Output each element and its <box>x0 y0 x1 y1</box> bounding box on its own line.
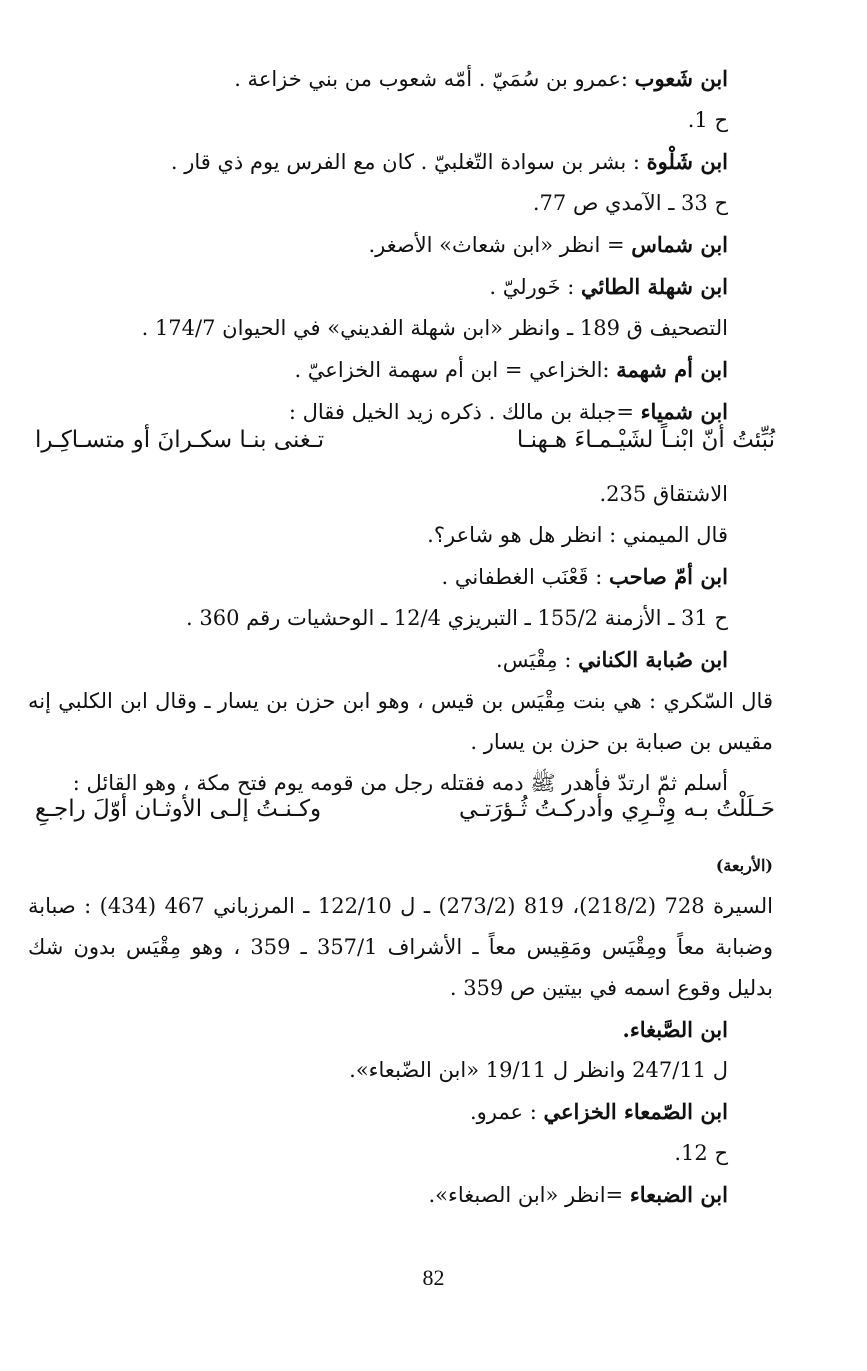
entry-text: : بشر بن سوادة التّغلبيّ . كان مع الفرس يوم ذي قار . <box>170 150 640 174</box>
entry-ibn-shalwa <box>28 141 728 183</box>
entry-ibn-subaba <box>28 639 728 681</box>
entry-reference: ح 12. <box>674 1141 728 1165</box>
entry-heading: ابن شمياء <box>640 399 728 424</box>
entry-ibn-shaub <box>28 58 728 100</box>
entry-text: : عمرو. <box>469 1100 537 1124</box>
entry-ibn-umm-shahma <box>28 349 728 391</box>
page-number: 82 <box>422 1265 445 1290</box>
entry-heading: ابن شماس <box>631 232 728 257</box>
entry-reference: التصحيف ق 189 ـ وانظر «ابن شهلة الفديني» في الحيوان 174/7 . <box>141 316 728 340</box>
entry-text: =انظر «ابن الصبغاء». <box>428 1183 624 1207</box>
poem-hemistich-1: نُبِّئتُ أنّ ابْنـاً لشَيْـمـاءَ هـهنـا <box>516 427 775 453</box>
entry-reference: ح 1. <box>687 108 728 132</box>
entry-text: : مِقْيَس. <box>496 648 572 672</box>
entry-heading: ابن الضبعاء <box>629 1182 728 1207</box>
entry-text: = انظر «ابن شعاث» الأصغر. <box>368 233 625 257</box>
entry-ibn-umm-sahib <box>28 556 728 598</box>
entry-text: : قَعْنَب الغطفاني . <box>441 565 603 589</box>
entry-heading: ابن صُبابة الكناني <box>578 647 728 672</box>
entry-ibn-shammas <box>28 224 728 266</box>
entry-text: :الخزاعي = ابن أم سهمة الخزاعيّ . <box>294 358 610 382</box>
entry-paragraph: قال السّكري : هي بنت مِقْيَس بن قيس ، وهو ابن حزن بن يسار ـ وقال ابن الكلبي إنه مقيس بن صبابة بن حزن بن يسار . <box>28 689 773 754</box>
entry-ibn-sabgha: ابن الصَّبغاء. <box>622 1017 728 1042</box>
entry-text: :عمرو بن سُمَيّ . أمّه شعوب من بني خزاعة . <box>234 67 628 91</box>
entry-reference: ح 31 ـ الأزمنة 155/2 ـ التبريزي 12/4 ـ الوحشيات رقم 360 . <box>186 606 728 630</box>
poem-hemistich-1: حَـلَلْتُ بـه وِتْـرِي وأدركـتُ ثُـؤرَتـي <box>459 796 775 822</box>
entry-reference: الاشتقاق 235. <box>599 482 728 506</box>
entry-ibn-shahla <box>28 266 728 308</box>
entry-text: : خَورليّ . <box>489 275 575 299</box>
entry-reference: ح 33 ـ الآمدي ص 77. <box>532 191 728 215</box>
entry-heading: ابن أمّ صاحب <box>609 564 728 589</box>
entry-heading: ابن شهلة الطائي <box>581 274 728 299</box>
entry-paragraph: أسلم ثمّ ارتدّ فأهدر ﷺ دمه فقتله رجل من قومه يوم فتح مكة ، وهو القائل : <box>72 771 728 795</box>
poem-hemistich-2: وكـنـتُ إلـى الأوثـان أوّلَ راجـعِ <box>35 796 322 822</box>
entry-ibn-samaa <box>28 1091 728 1133</box>
entry-heading: ابن شَلْوة <box>646 149 728 174</box>
poem-hemistich-2: تـغنى بنـا سكـرانَ أو متسـاكِـرا <box>35 427 325 453</box>
poem-note: (الأربعة) <box>715 856 773 875</box>
entry-heading: ابن الصّمعاء الخزاعي <box>543 1099 728 1124</box>
entry-text: =جبلة بن مالك . ذكره زيد الخيل فقال : <box>288 400 634 424</box>
entry-ibn-dabaa <box>28 1174 728 1216</box>
entry-reference: السيرة 728 (218/2)، 819 (273/2) ـ ل 122/10 ـ المرزباني 467 (434) : صبابة وضبابة معاً ومِقْيَس ومَقِيس معاً ـ الأشراف 357/1 ـ 359 ، وهو مِقْيَس بدون شك بدليل وقوع اسمه في بيتين ص 359 . <box>28 894 773 1000</box>
entry-reference: ل 247/11 وانظر ل 19/11 «ابن الضّبعاء». <box>349 1058 728 1082</box>
entry-note: قال الميمني : انظر هل هو شاعر؟. <box>427 523 728 547</box>
entry-heading: ابن شَعوب <box>634 66 728 91</box>
poem-verse-2 <box>35 796 775 822</box>
entries-column <box>28 58 773 1216</box>
entry-heading: ابن أم شهمة <box>616 357 728 382</box>
poem-verse-1 <box>35 427 775 453</box>
